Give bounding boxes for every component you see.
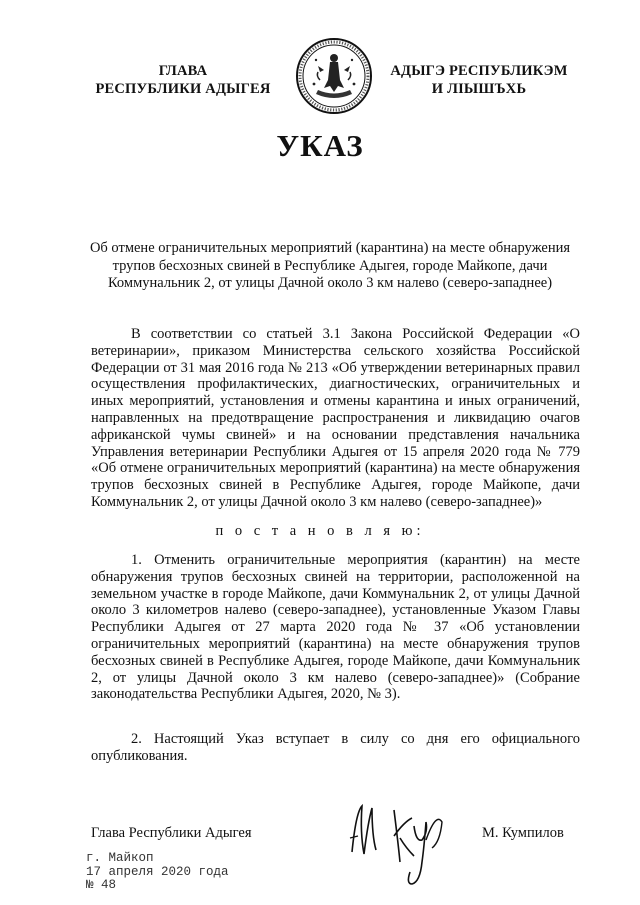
registration-stamp <box>86 852 229 893</box>
header-left-line1: ГЛАВА <box>158 63 208 79</box>
header-right-line2: И ЛІЫШЪХЬ <box>431 81 527 97</box>
stamp-number: № 48 <box>86 878 117 892</box>
header-left-line2: РЕСПУБЛИКИ АДЫГЕЯ <box>95 81 271 97</box>
subject-line2: трупов бесхозных свиней в Республике Адыгея, городе Майкопе, дачи <box>112 257 548 274</box>
item-2-paragraph: 2. Настоящий Указ вступает в силу со дня его официального опубликования. <box>91 731 580 764</box>
decree-word: п о с т а н о в л я ю: <box>215 523 425 539</box>
document-title: УКАЗ <box>276 128 364 163</box>
header-right-line1: АДЫГЭ РЕСПУБЛИКЭМ <box>390 63 568 79</box>
preamble-paragraph: В соответствии со статьей 3.1 Закона Российской Федерации «О ветеринарии», приказом Министерства сельского хозяйства Российской Федерации от 31 мая 2016 года № 213 «Об утверждении ветеринарных правил осуществления профилактических, диагностических, ограничительных и иных мероприятий, установления и отмены карантина и иных ограничений, направленных на предотвращение распространения и ликвидацию очагов африканской чумы свиней» и на основании представления начальника Управления ветеринарии Республики Адыгея от 15 апреля 2020 года № 779 «Об отмене ограничительных мероприятий (карантина) на месте обнаружения трупов бесхозных свиней в Республике Адыгея, городе Майкопе, дачи Коммунальник 2, от улицы Дачной около 3 км налево (северо-западнее)» <box>91 326 580 510</box>
stamp-date: 17 апреля 2020 года <box>86 864 229 879</box>
header-right <box>384 62 574 98</box>
coat-of-arms-icon <box>294 36 374 116</box>
stamp-city: г. Майкоп <box>86 851 154 865</box>
decree-subject <box>60 240 600 293</box>
handwritten-signature-icon <box>342 792 452 887</box>
item-1-paragraph: 1. Отменить ограничительные мероприятия (карантин) на месте обнаружения трупов бесхозных свиней на территории, расположенной на земельном участке в городе Майкопе, дачи Коммунальник 2, от улицы Дачной около 3 километров налево (северо-западнее), установленные Указом Главы Республики Адыгея от 27 марта 2020 года № 37 «Об установлении ограничительных мероприятий (карантина) на месте обнаружения трупов бесхозных свиней в Республике Адыгея, городе Майкопе, дачи Коммунальник 2, от улицы Дачной около 3 км налево (северо-западнее)» (Собрание законодательства Республики Адыгея, 2020, № 3). <box>91 552 580 703</box>
subject-line1: Об отмене ограничительных мероприятий (карантина) на месте обнаружения <box>89 240 571 256</box>
header-left <box>88 62 278 98</box>
subject-line3: Коммунальник 2, от улицы Дачной около 3 км налево (северо-западнее) <box>107 275 553 292</box>
signatory-name: М. Кумпилов <box>482 825 564 841</box>
signatory-position: Глава Республики Адыгея <box>91 825 252 841</box>
